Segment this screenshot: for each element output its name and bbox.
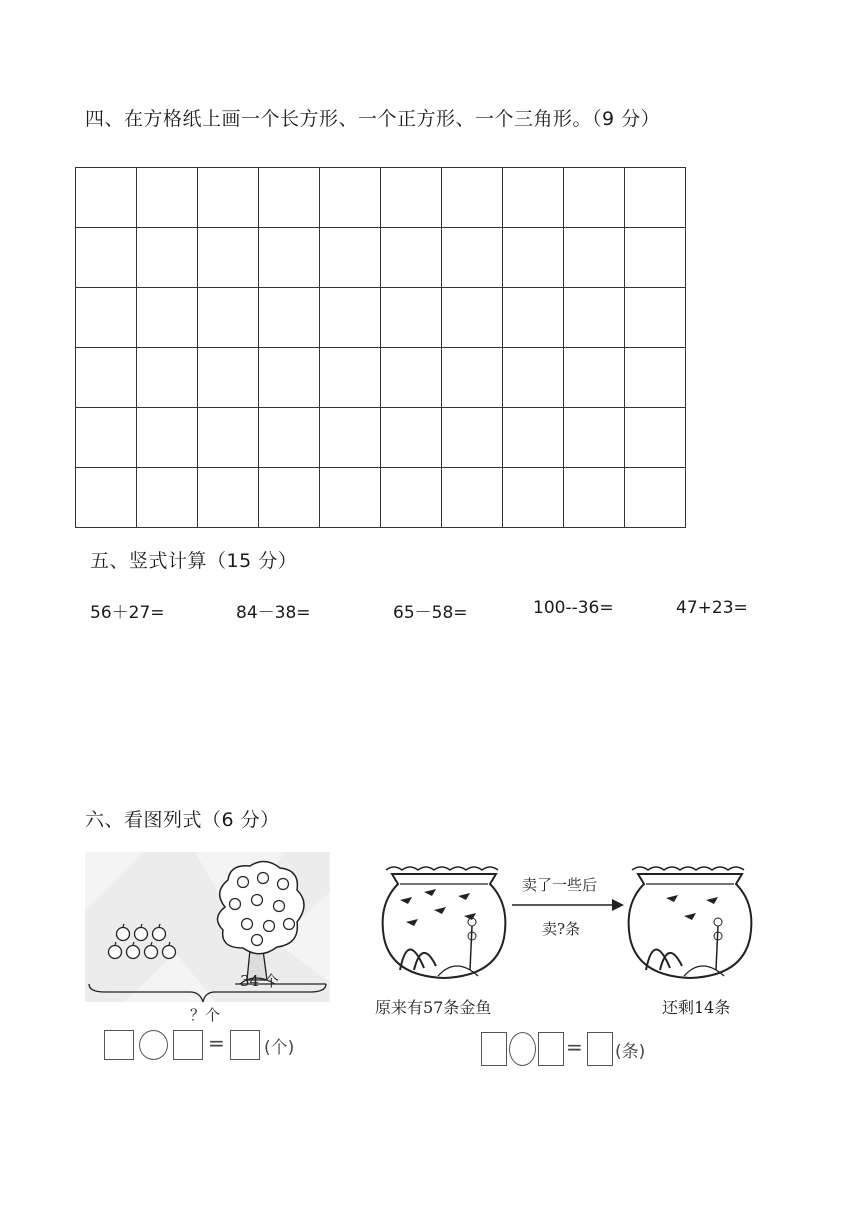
arrow-bottom-label: 卖?条 [542, 920, 581, 938]
calc-problem-4: 100--36= [533, 598, 614, 618]
section-5-title: 五、竖式计算（15 分） [90, 550, 298, 572]
fish-operator-circle[interactable] [509, 1032, 536, 1066]
answer-box-1[interactable] [104, 1030, 134, 1060]
fishbowl-left-icon [378, 860, 510, 985]
calc-problem-3: 65－58= [393, 603, 468, 623]
square-grid [75, 167, 686, 528]
section-6-title: 六、看图列式（6 分） [85, 809, 280, 831]
fish-answer-box-result[interactable] [587, 1032, 613, 1066]
fish-right-caption: 还剩14条 [662, 998, 731, 1017]
operator-circle[interactable] [139, 1030, 168, 1060]
arrow-icon [512, 898, 624, 912]
calc-problem-2: 84－38= [236, 603, 311, 623]
fish-equals-sign: = [566, 1035, 583, 1059]
fish-answer-box-2[interactable] [538, 1032, 564, 1066]
fishbowl-right-icon [624, 860, 756, 985]
fish-answer-box-1[interactable] [481, 1032, 507, 1066]
calc-problem-1: 56＋27= [90, 603, 165, 623]
fish-unit-label: (条) [615, 1042, 646, 1062]
equals-sign: = [208, 1031, 225, 1055]
apple-question-label: ？个 [190, 1006, 221, 1024]
unit-label: (个) [264, 1038, 295, 1058]
answer-box-result[interactable] [230, 1030, 260, 1060]
arrow-top-label: 卖了一些后 [522, 876, 598, 894]
apples-tree-illustration [85, 852, 330, 1002]
apple-count-label: 34 个 [240, 972, 279, 990]
answer-box-2[interactable] [173, 1030, 203, 1060]
fish-left-caption: 原来有57条金鱼 [375, 998, 492, 1017]
section-4-title: 四、在方格纸上画一个长方形、一个正方形、一个三角形。（9 分） [85, 108, 661, 130]
calc-problem-5: 47+23= [676, 598, 748, 618]
